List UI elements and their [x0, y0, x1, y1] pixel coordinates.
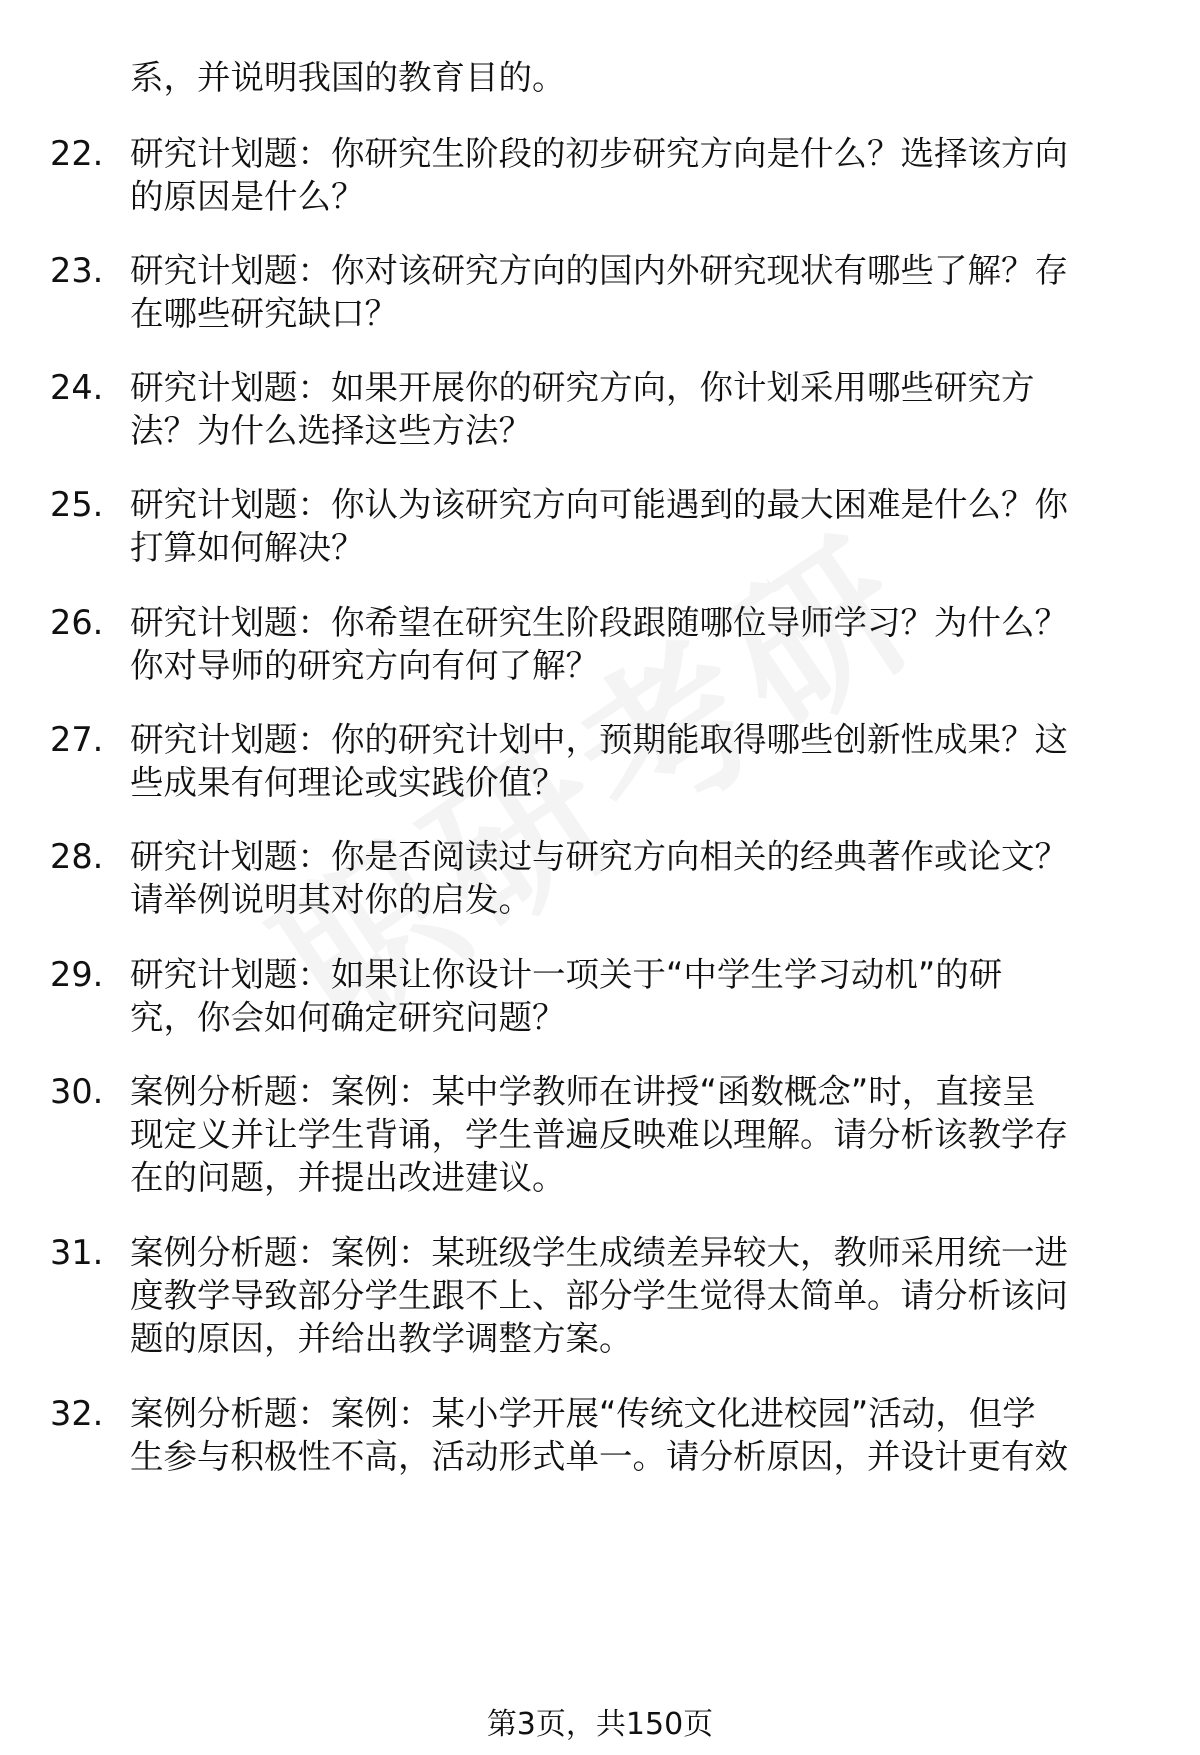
item-line: 案例分析题：案例：某班级学生成绩差异较大，教师采用统一进: [130, 1233, 1068, 1272]
item-line: 研究计划题：如果开展你的研究方向，你计划采用哪些研究方: [130, 368, 1035, 407]
item-number: 30.: [50, 1072, 104, 1111]
item-number: 23.: [50, 251, 104, 290]
page-number-footer: 第3页，共150页: [486, 1707, 714, 1742]
item-number: 31.: [50, 1233, 104, 1272]
item-line: 案例分析题：案例：某小学开展“传统文化进校园”活动，但学: [130, 1394, 1036, 1433]
item-number: 24.: [50, 368, 104, 407]
item-line: 研究计划题：你的研究计划中，预期能取得哪些创新性成果？这: [130, 720, 1068, 759]
intro-line: 系，并说明我国的教育目的。: [130, 58, 566, 97]
item-line: 研究计划题：你认为该研究方向可能遇到的最大困难是什么？你: [130, 485, 1068, 524]
item-number: 28.: [50, 837, 104, 876]
item-number: 26.: [50, 603, 104, 642]
item-line: 在的问题，并提出改进建议。: [130, 1158, 566, 1197]
item-line: 你对导师的研究方向有何了解？: [130, 646, 599, 685]
item-line: 研究计划题：你研究生阶段的初步研究方向是什么？选择该方向: [130, 134, 1068, 173]
item-line: 生参与积极性不高，活动形式单一。请分析原因，并设计更有效: [130, 1437, 1068, 1476]
item-line: 研究计划题：你是否阅读过与研究方向相关的经典著作或论文？: [130, 837, 1068, 876]
item-line: 些成果有何理论或实践价值？: [130, 763, 566, 802]
item-line: 研究计划题：如果让你设计一项关于“中学生学习动机”的研: [130, 955, 1003, 994]
item-line: 的原因是什么？: [130, 177, 365, 216]
item-line: 研究计划题：你希望在研究生阶段跟随哪位导师学习？为什么？: [130, 603, 1068, 642]
item-number: 32.: [50, 1394, 104, 1433]
item-line: 打算如何解决？: [130, 528, 365, 567]
item-line: 度教学导致部分学生跟不上、部分学生觉得太简单。请分析该问: [130, 1276, 1068, 1315]
item-line: 研究计划题：你对该研究方向的国内外研究现状有哪些了解？存: [130, 251, 1068, 290]
item-number: 25.: [50, 485, 104, 524]
item-line: 在哪些研究缺口？: [130, 294, 398, 333]
item-line: 究，你会如何确定研究问题？: [130, 998, 566, 1037]
item-line: 题的原因，并给出教学调整方案。: [130, 1319, 633, 1358]
item-number: 22.: [50, 134, 104, 173]
item-number: 27.: [50, 720, 104, 759]
item-line: 法？为什么选择这些方法？: [130, 411, 532, 450]
item-line: 请举例说明其对你的启发。: [130, 880, 532, 919]
item-number: 29.: [50, 955, 104, 994]
item-line: 现定义并让学生背诵，学生普遍反映难以理解。请分析该教学存: [130, 1115, 1068, 1154]
item-line: 案例分析题：案例：某中学教师在讲授“函数概念”时，直接呈: [130, 1072, 1036, 1111]
